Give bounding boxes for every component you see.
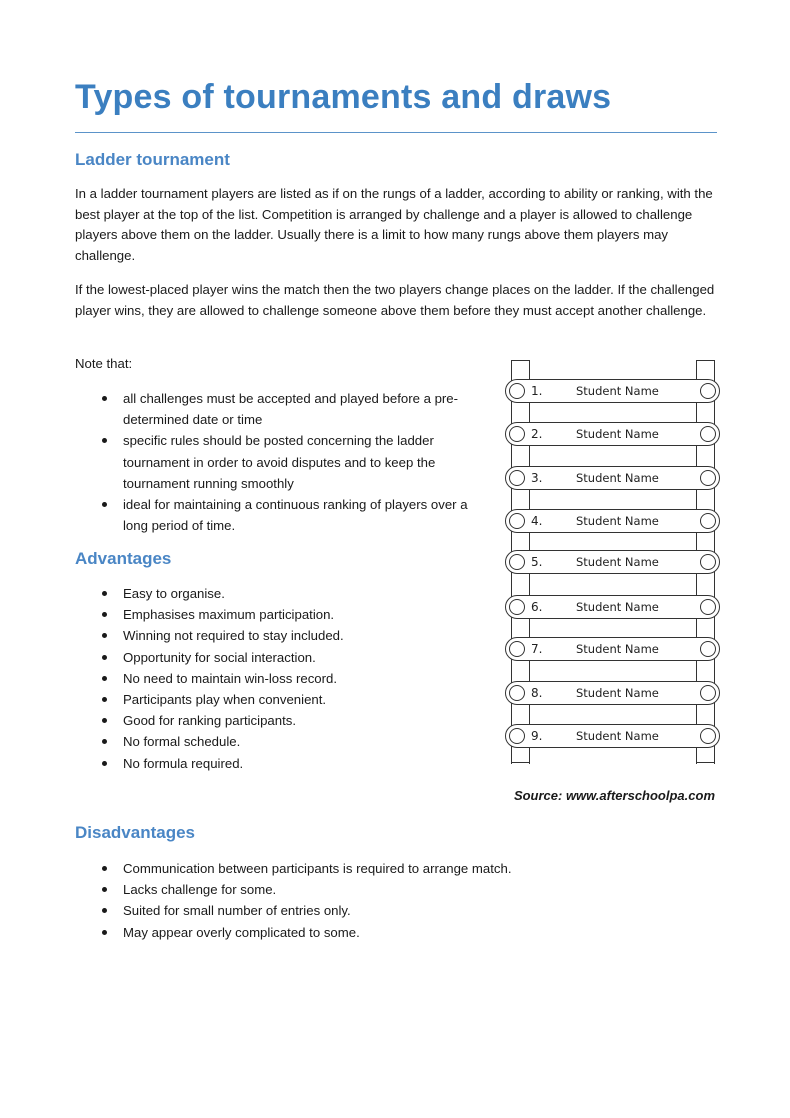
ladder-rules-paragraph: If the lowest-placed player wins the match then the two players change places on the ladder. If the challenged player wins, they are allowed to challenge someone above them before they must accept another challenge.: [75, 282, 715, 318]
rung-student-name: Student Name: [576, 471, 659, 485]
rung-student-name: Student Name: [576, 384, 659, 398]
circle-icon: [700, 641, 716, 657]
circle-icon: [700, 426, 716, 442]
circle-icon: [509, 383, 525, 399]
ladder-figure: [500, 360, 725, 766]
circle-icon: [700, 383, 716, 399]
circle-icon: [700, 470, 716, 486]
disadvantages-heading: Disadvantages: [75, 823, 195, 842]
rung-number: 4.: [531, 514, 543, 528]
list-item: Participants play when convenient.: [75, 689, 475, 710]
list-item: Winning not required to stay included.: [75, 625, 475, 646]
ladder-rung: [505, 681, 720, 705]
list-item: Communication between participants is required to arrange match.: [75, 858, 675, 879]
circle-icon: [509, 728, 525, 744]
circle-icon: [509, 554, 525, 570]
rung-student-name: Student Name: [576, 600, 659, 614]
ladder-rung: [505, 637, 720, 661]
advantages-list: [75, 583, 475, 774]
circle-icon: [509, 641, 525, 657]
ladder-right-foot: [696, 762, 715, 763]
title-divider: [75, 132, 717, 133]
rung-number: 9.: [531, 729, 543, 743]
ladder-rung: [505, 595, 720, 619]
rung-student-name: Student Name: [576, 514, 659, 528]
list-item: No need to maintain win-loss record.: [75, 668, 475, 689]
list-item: all challenges must be accepted and played before a pre-determined date or time: [75, 388, 475, 430]
circle-icon: [509, 599, 525, 615]
circle-icon: [509, 470, 525, 486]
circle-icon: [700, 513, 716, 529]
ladder-left-foot: [511, 762, 530, 763]
list-item: No formula required.: [75, 753, 475, 774]
ladder-rung: [505, 379, 720, 403]
note-label: Note that:: [75, 356, 133, 371]
ladder-rung: [505, 550, 720, 574]
rung-number: 5.: [531, 555, 543, 569]
rung-number: 1.: [531, 384, 543, 398]
list-item: Easy to organise.: [75, 583, 475, 604]
ladder-tournament-heading: Ladder tournament: [75, 150, 230, 169]
rung-student-name: Student Name: [576, 729, 659, 743]
circle-icon: [509, 426, 525, 442]
note-list: [75, 388, 475, 536]
ladder-rung: [505, 509, 720, 533]
rung-number: 7.: [531, 642, 543, 656]
rung-student-name: Student Name: [576, 427, 659, 441]
ladder-rung: [505, 466, 720, 490]
list-item: Good for ranking participants.: [75, 710, 475, 731]
ladder-rung: [505, 724, 720, 748]
rung-number: 6.: [531, 600, 543, 614]
disadvantages-list: [75, 858, 675, 943]
circle-icon: [700, 728, 716, 744]
list-item: ideal for maintaining a continuous ranking of players over a long period of time.: [75, 494, 475, 536]
circle-icon: [700, 599, 716, 615]
list-item: Emphasises maximum participation.: [75, 604, 475, 625]
list-item: Opportunity for social interaction.: [75, 647, 475, 668]
figure-source: Source: www.afterschoolpa.com: [513, 788, 715, 803]
page-title: Types of tournaments and draws: [75, 78, 612, 116]
ladder-rung: [505, 422, 720, 446]
ladder-intro-paragraph: In a ladder tournament players are listed as if on the rungs of a ladder, according to ability or ranking, with the best player at the top of the list. Competition is arranged by challenge and a player is allowed to challenge players above them on the ladder. Usually there is a limit to how many rungs above them players may challenge.: [75, 186, 713, 263]
rung-number: 3.: [531, 471, 543, 485]
list-item: May appear overly complicated to some.: [75, 922, 675, 943]
rung-student-name: Student Name: [576, 686, 659, 700]
advantages-heading: Advantages: [75, 549, 172, 568]
list-item: No formal schedule.: [75, 731, 475, 752]
list-item: Suited for small number of entries only.: [75, 900, 675, 921]
rung-number: 2.: [531, 427, 543, 441]
list-item: specific rules should be posted concerning the ladder tournament in order to avoid disputes and to keep the tournament running smoothly: [75, 430, 475, 494]
rung-student-name: Student Name: [576, 642, 659, 656]
circle-icon: [700, 685, 716, 701]
list-item: Lacks challenge for some.: [75, 879, 675, 900]
circle-icon: [700, 554, 716, 570]
rung-number: 8.: [531, 686, 543, 700]
circle-icon: [509, 513, 525, 529]
circle-icon: [509, 685, 525, 701]
rung-student-name: Student Name: [576, 555, 659, 569]
